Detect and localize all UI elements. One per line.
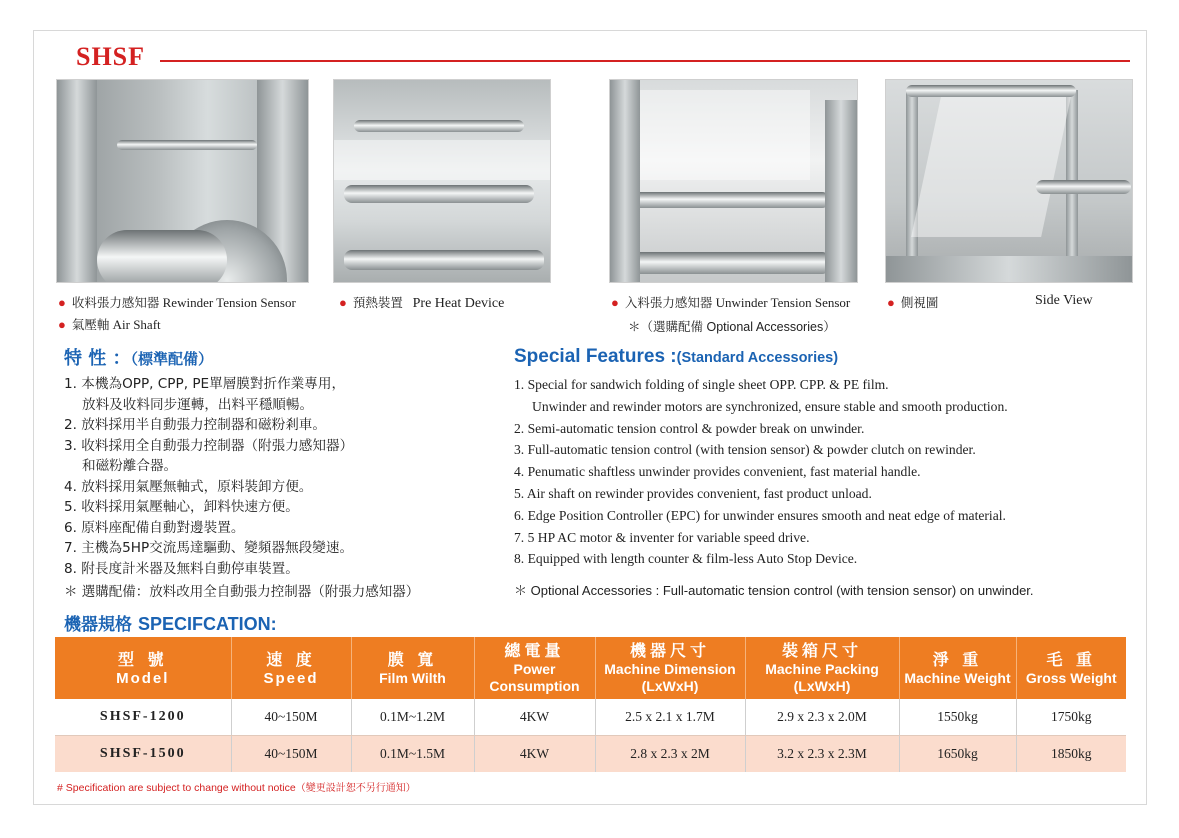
table-cell: 1750kg xyxy=(1016,699,1126,736)
photo-pre-heat-device xyxy=(333,79,551,283)
list-item: 6. 原料座配備自動對邊裝置。 xyxy=(64,519,245,536)
table-row xyxy=(55,736,1126,773)
header-machine-weight: 淨 重 Machine Weight xyxy=(899,637,1016,699)
list-item: 5. Air shaft on rewinder provides convenient, fast product unload. xyxy=(514,485,872,501)
photo-rewinder-tension-sensor xyxy=(56,79,309,283)
table-cell: 1850kg xyxy=(1016,736,1126,773)
optional-accessories-zh: ＊ 選購配備：放料改用全自動張力控制器（附張力感知器） xyxy=(64,584,420,600)
table-row xyxy=(55,699,1126,736)
caption-side-view-zh: ● 側視圖 xyxy=(887,295,939,310)
features-en-list xyxy=(514,374,1139,570)
header-model: 型 號 Model xyxy=(55,637,231,699)
header-speed: 速 度 Speed xyxy=(231,637,351,699)
table-cell: 4KW xyxy=(474,699,595,736)
spec-title: 機器規格 SPECIFCATION: xyxy=(64,614,277,635)
list-item: 8. 附長度計米器及無料自動停車裝置。 xyxy=(64,560,299,577)
list-item: 4. Penumatic shaftless unwinder provides convenient, fast material handle. xyxy=(514,464,921,480)
table-cell: SHSF-1200 xyxy=(55,699,231,736)
list-item: 7. 5 HP AC motor & inventer for variable speed drive. xyxy=(514,529,810,545)
table-cell: 40~150M xyxy=(231,699,351,736)
photo-unwinder-tension-sensor xyxy=(609,79,858,283)
list-item: 1. Special for sandwich folding of single sheet OPP. CPP. & PE film. xyxy=(514,377,889,392)
list-item: 7. 主機為5HP交流馬達驅動、變頻器無段變速。 xyxy=(64,540,354,556)
table-header-row xyxy=(55,637,1126,699)
spec-change-note: # Specification are subject to change without notice（變更設計恕不另行通知） xyxy=(57,782,416,794)
list-item: 放料及收料同步運轉，出料平穩順暢。 xyxy=(82,396,314,413)
table-cell: 1550kg xyxy=(899,699,1016,736)
table-cell: 2.8 x 2.3 x 2M xyxy=(595,736,745,773)
list-item: 3. 收料採用全自動張力控制器（附張力感知器） xyxy=(64,437,354,454)
table-cell: 2.9 x 2.3 x 2.0M xyxy=(745,699,899,736)
list-item: Unwinder and rewinder motors are synchronized, ensure stable and smooth production. xyxy=(532,398,1008,414)
header-gross-weight: 毛 重 Gross Weight xyxy=(1016,637,1126,699)
caption-rewinder-tension-sensor: ● 收料張力感知器 Rewinder Tension Sensor xyxy=(58,295,296,310)
table-cell: 2.5 x 2.1 x 1.7M xyxy=(595,699,745,736)
list-item: 和磁粉離合器。 xyxy=(82,458,178,474)
table-cell: 0.1M~1.5M xyxy=(351,736,474,773)
list-item: 8. Equipped with length counter & film-less Auto Stop Device. xyxy=(514,551,858,567)
features-en-heading: Special Features :(Standard Accessories) xyxy=(514,346,839,367)
header-power: 總電量 Power Consumption xyxy=(474,637,595,699)
table-cell: 4KW xyxy=(474,736,595,773)
optional-accessories-en: ＊ Optional Accessories : Full-automatic tension control (with tension sensor) on unwinder. xyxy=(514,583,1034,598)
table-cell: 40~150M xyxy=(231,736,351,773)
photo-side-view xyxy=(885,79,1133,283)
features-zh-heading: 特 性 ：（標準配備） xyxy=(64,348,214,369)
caption-pre-heat-device: ● 預熱裝置 Pre Heat Device xyxy=(339,295,505,311)
list-item: 5. 收料採用氣壓軸心，卸料快速方便。 xyxy=(64,499,299,515)
caption-air-shaft: ● 氣壓軸 Air Shaft xyxy=(58,317,161,332)
table-cell: 1650kg xyxy=(899,736,1016,773)
brand-title: SHSF xyxy=(76,42,146,71)
header-film-width: 膜 寬 Film Wilth xyxy=(351,637,474,699)
list-item: 2. Semi-automatic tension control & powder break on unwinder. xyxy=(514,420,865,436)
list-item: 4. 放料採用氣壓無軸式，原料裝卸方便。 xyxy=(64,478,313,495)
spec-table xyxy=(55,637,1126,772)
list-item: 2. 放料採用半自動張力控制器和磁粉剎車。 xyxy=(64,417,326,433)
list-item: 6. Edge Position Controller (EPC) for unwinder ensures smooth and neat edge of material. xyxy=(514,507,1006,523)
caption-side-view-en: Side View xyxy=(1035,293,1093,308)
brand-divider xyxy=(160,60,1130,62)
header-machine-dimension: 機器尺寸 Machine Dimension (LxWxH) xyxy=(595,637,745,699)
caption-optional-accessories: ＊（選購配備 Optional Accessories） xyxy=(628,320,836,334)
table-cell: 0.1M~1.2M xyxy=(351,699,474,736)
header-machine-packing: 裝箱尺寸 Machine Packing (LxWxH) xyxy=(745,637,899,699)
list-item: 1. 本機為OPP, CPP, PE單層膜對折作業專用， xyxy=(64,376,346,392)
table-cell: 3.2 x 2.3 x 2.3M xyxy=(745,736,899,773)
caption-unwinder-tension-sensor: ● 入料張力感知器 Unwinder Tension Sensor xyxy=(611,295,851,310)
features-zh-list xyxy=(64,374,504,579)
table-cell: SHSF-1500 xyxy=(55,736,231,773)
list-item: 3. Full-automatic tension control (with tension sensor) & powder clutch on rewinder. xyxy=(514,442,976,458)
